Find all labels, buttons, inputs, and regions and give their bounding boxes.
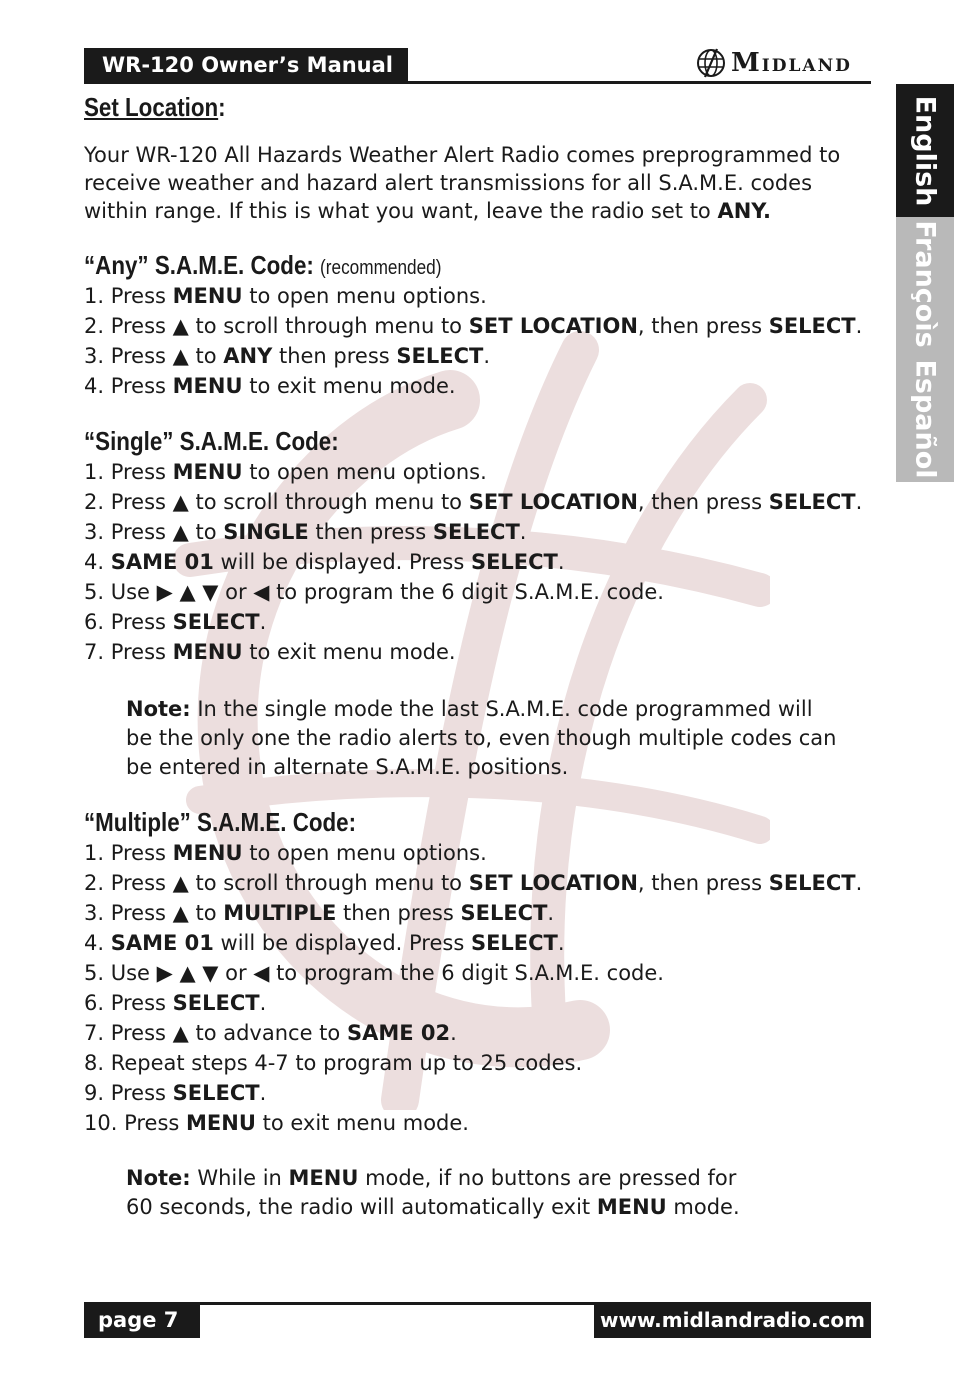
bold-term: MULTIPLE [223, 901, 337, 925]
midland-logo [695, 46, 852, 80]
text-run: 3. Press ▲ to [84, 344, 224, 368]
bold-term: SELECT [172, 991, 260, 1015]
text-run: 4. Press [84, 374, 173, 398]
single-code-steps [84, 457, 874, 667]
language-sidebar [896, 84, 954, 482]
text-run: , then press [637, 871, 769, 895]
bold-term: SAME 01 [110, 931, 214, 955]
step-item [84, 1108, 874, 1138]
note-line [126, 1193, 874, 1222]
bold-term: SELECT [172, 610, 260, 634]
text-run: 4. [84, 931, 111, 955]
text-run: to exit menu mode. [242, 374, 456, 398]
bold-term: MENU [288, 1166, 359, 1190]
step-item [84, 898, 874, 928]
text-run: . [557, 931, 565, 955]
bold-term: Note: [126, 1166, 191, 1190]
text-run: . [557, 550, 565, 574]
multiple-code-heading: “Multiple” S.A.M.E. Code: [84, 807, 357, 837]
bold-term: MENU [172, 460, 243, 484]
text-run: 4. [84, 550, 111, 574]
bold-term: MENU [596, 1195, 667, 1219]
text-run: 2. Press ▲ to scroll through menu to [84, 314, 469, 338]
text-run: , then press [637, 314, 769, 338]
bold-term: SET LOCATION [468, 871, 638, 895]
text-run: . [855, 490, 863, 514]
step-item [84, 371, 874, 401]
step-item [84, 1018, 874, 1048]
text-run: to open menu options. [242, 460, 487, 484]
bold-term: SELECT [768, 871, 856, 895]
step-item [84, 341, 874, 371]
text-run: will be displayed. Press [213, 931, 471, 955]
bold-term: MENU [172, 374, 243, 398]
text-run: 1. Press [84, 841, 173, 865]
text-run: . [259, 1081, 267, 1105]
step-item [84, 487, 874, 517]
bold-term: SELECT [432, 520, 520, 544]
header-rule [84, 81, 871, 84]
note-line [126, 1164, 874, 1193]
text-run: then press [336, 901, 461, 925]
language-tab-french[interactable]: Françoìs [909, 220, 941, 348]
any-code-heading: “Any” S.A.M.E. Code: (recommended) [84, 250, 442, 280]
text-run: then press [308, 520, 433, 544]
single-code-heading: “Single” S.A.M.E. Code: [84, 426, 339, 456]
step-item [84, 1078, 874, 1108]
bold-term: SELECT [768, 490, 856, 514]
text-run: then press [272, 344, 397, 368]
step-item [84, 988, 874, 1018]
bold-term: MENU [186, 1111, 256, 1135]
text-run: 7. Press [84, 640, 173, 664]
step-item [84, 281, 874, 311]
any-code-steps [84, 281, 874, 401]
text-run: . [259, 610, 267, 634]
text-run: 60 seconds, the radio will automatically exit [126, 1195, 597, 1219]
text-run: 1. Press [84, 460, 173, 484]
text-run: mode. [666, 1195, 740, 1219]
set-location-intro: Your WR-120 All Hazards Weather Alert Radio comes preprogrammed to receive weather and hazard alert transmissions for all S.A.M.E. codes within range. If this is what you want, leave the radio set to ANY. [84, 143, 841, 223]
step-item [84, 838, 874, 868]
text-run: . [855, 871, 863, 895]
bold-term: MENU [172, 640, 243, 664]
bold-term: MENU [172, 841, 243, 865]
step-item [84, 958, 874, 988]
set-location-heading: Set Location: [84, 92, 226, 122]
language-tab-english[interactable]: English [909, 95, 941, 207]
text-run: . [450, 1021, 457, 1045]
step-item [84, 457, 874, 487]
text-run: 3. Press ▲ to [84, 520, 224, 544]
bold-term: SELECT [172, 1081, 260, 1105]
bold-term: SAME 01 [110, 550, 214, 574]
text-run: will be displayed. Press [213, 550, 471, 574]
text-run: . [259, 991, 267, 1015]
bold-term: SINGLE [223, 520, 309, 544]
bold-term: SELECT [460, 901, 548, 925]
bold-term: SET LOCATION [468, 490, 638, 514]
bold-term: SELECT [768, 314, 856, 338]
multiple-code-steps [84, 838, 874, 1138]
step-item [84, 577, 874, 607]
step-item [84, 637, 874, 667]
text-run: 1. Press [84, 284, 173, 308]
text-run: 2. Press ▲ to scroll through menu to [84, 490, 469, 514]
bold-term: SAME 02 [346, 1021, 451, 1045]
text-run: , then press [637, 490, 769, 514]
step-item [84, 607, 874, 637]
text-run: mode, if no buttons are pressed for [358, 1166, 737, 1190]
text-run: 9. Press [84, 1081, 173, 1105]
text-run: . [855, 314, 863, 338]
bold-term: ANY [223, 344, 273, 368]
text-run: to exit menu mode. [255, 1111, 469, 1135]
page-number: page 7 [84, 1303, 200, 1338]
text-run: 3. Press ▲ to [84, 901, 224, 925]
manual-title-tab: WR-120 Owner’s Manual [84, 48, 408, 82]
step-item [84, 517, 874, 547]
bold-term: SELECT [470, 550, 558, 574]
text-run: 2. Press ▲ to scroll through menu to [84, 871, 469, 895]
text-run: . [519, 520, 527, 544]
bold-term: MENU [172, 284, 243, 308]
text-run: While in [190, 1166, 289, 1190]
text-run: 6. Press [84, 610, 173, 634]
single-code-note: Note: In the single mode the last S.A.M.E. code programmed will be the only one the radio alerts to, even though multiple codes can be entered in alternate S.A.M.E. positions. [126, 697, 837, 779]
website-link[interactable]: www.midlandradio.com [594, 1303, 871, 1338]
text-run: 5. Use ▶ ▲ ▼ or ◀ to program the 6 digit S.A.M.E. code. [84, 580, 664, 604]
bold-term: SELECT [396, 344, 484, 368]
text-run: to open menu options. [242, 841, 487, 865]
text-run: 5. Use ▶ ▲ ▼ or ◀ to program the 6 digit S.A.M.E. code. [84, 961, 664, 985]
text-run: 7. Press ▲ to advance to [84, 1021, 347, 1045]
text-run: to open menu options. [242, 284, 487, 308]
step-item [84, 547, 874, 577]
step-item [84, 868, 874, 898]
bold-term: SET LOCATION [468, 314, 638, 338]
text-run: . [547, 901, 555, 925]
step-item [84, 928, 874, 958]
text-run: to exit menu mode. [242, 640, 456, 664]
multiple-code-note [126, 1164, 874, 1222]
text-run: 8. Repeat steps 4-7 to program up to 25 codes. [84, 1051, 583, 1075]
manual-content [84, 92, 874, 1222]
brand-name: MIDLAND [731, 48, 852, 78]
language-tab-spanish[interactable]: Español [909, 359, 941, 479]
text-run: . [483, 344, 491, 368]
bold-term: SELECT [470, 931, 558, 955]
step-item [84, 1048, 874, 1078]
text-run: 10. Press [84, 1111, 187, 1135]
step-item [84, 311, 874, 341]
globe-logo-icon [695, 47, 727, 79]
text-run: 6. Press [84, 991, 173, 1015]
